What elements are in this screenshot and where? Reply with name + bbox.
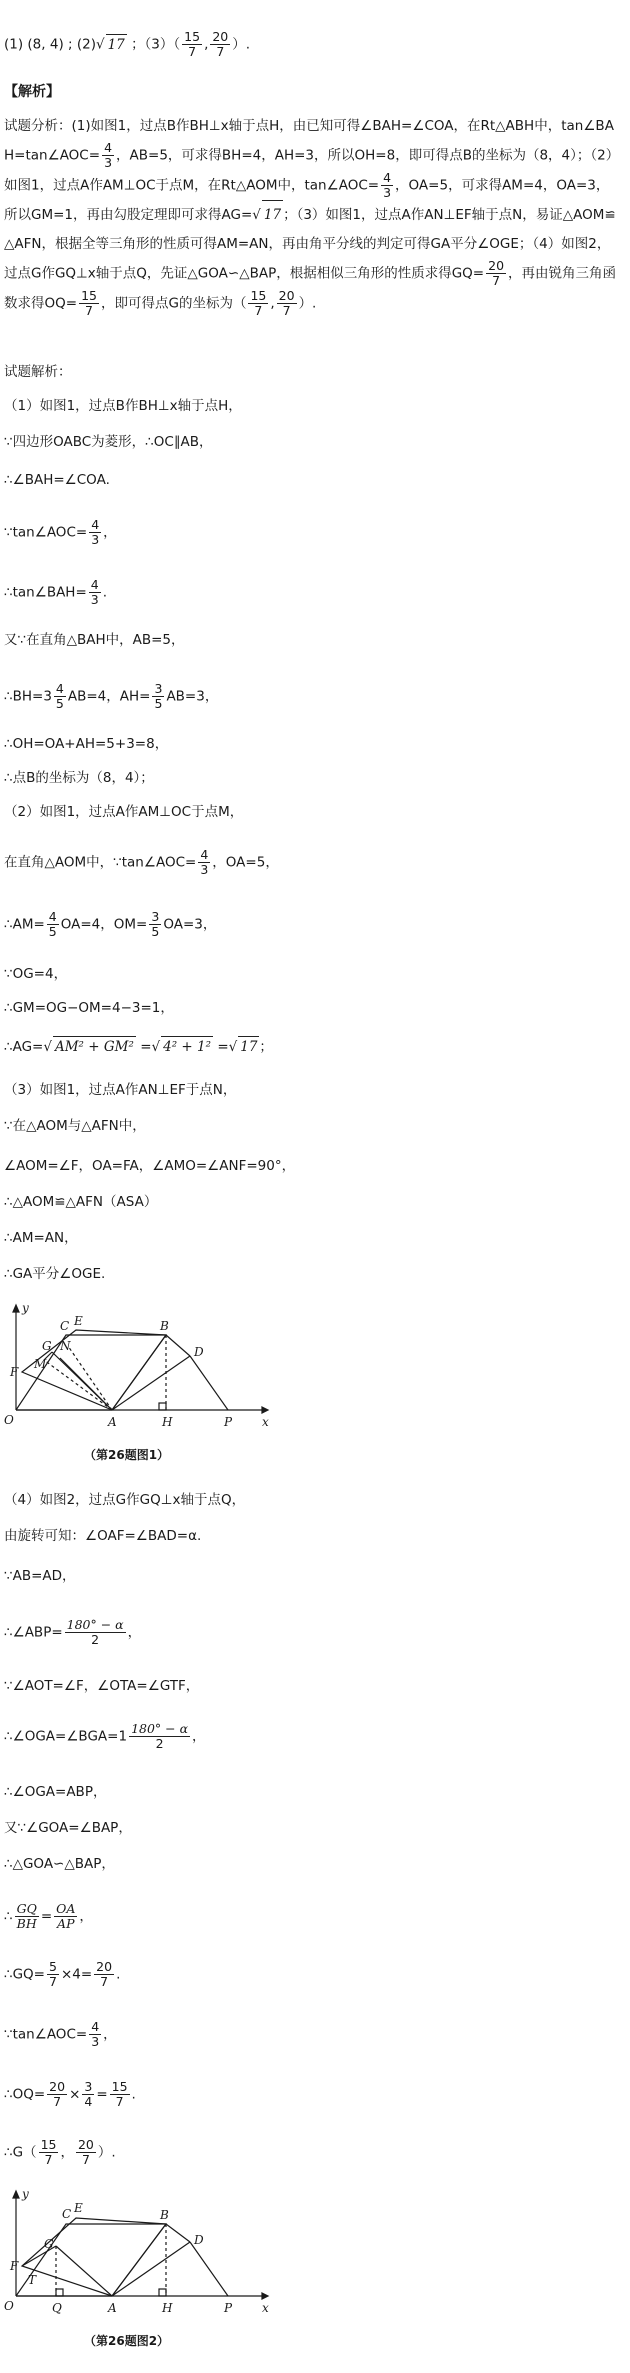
segment-bd — [166, 2224, 190, 2242]
sol-line-3: ∴∠BAH=∠COA. — [4, 472, 110, 488]
sol-line-35: ∴G（ $\frac{15}{7}$ ， $\frac{20}{7}$ ）. — [4, 2137, 116, 2167]
svg-text:D: D — [194, 2233, 204, 2247]
sol-line-11: 在直角△AOM中，∵tan∠AOC= $\frac{4}{3}$ ，OA=5， — [4, 847, 279, 877]
rhombus-oabc — [16, 1335, 166, 1410]
figure-1-diagram — [4, 1300, 274, 1440]
sol-line-31: ∴ $\frac{GQ}{BH}$ = $\frac{OA}{AP}$ ， — [4, 1901, 93, 1931]
segment-bd — [166, 1335, 190, 1356]
y-axis-arrow — [13, 1305, 19, 1312]
sol-line-23: 由旋转可知：∠OAF=∠BAD=α. — [4, 1528, 202, 1544]
svg-text:N: N — [60, 1339, 71, 1353]
svg-text:T: T — [28, 2273, 37, 2287]
figure-2 — [4, 2186, 274, 2348]
answer-sqrt: 17 — [106, 34, 127, 55]
sol-line-20: ∴AM=AN， — [4, 1230, 78, 1246]
sol-line-29: 又∵∠GOA=∠BAP， — [4, 1820, 132, 1836]
sol-line-5: ∴tan∠BAH= $\frac{4}{3}$ . — [4, 577, 108, 607]
sol-line-16: （3）如图1，过点A作AN⊥EF于点N， — [4, 1082, 237, 1098]
sol-line-10: （2）如图1，过点A作AM⊥OC于点M， — [4, 804, 244, 820]
sol-line-32: ∴GQ= $\frac{5}{7}$ ×4= $\frac{20}{7}$ . — [4, 1959, 121, 1989]
svg-text:M: M — [34, 1357, 47, 1371]
svg-text:F: F — [10, 1365, 19, 1379]
svg-text:A: A — [108, 1415, 117, 1429]
sol-line-9: ∴点B的坐标为（8，4）； — [4, 770, 154, 786]
sqrt-icon: √ — [95, 36, 105, 53]
figure-2-diagram — [4, 2186, 274, 2326]
sol-line-12: ∴AM= $\frac{4}{5}$ OA=4，OM= $\frac{3}{5}$ OA=3， — [4, 909, 217, 939]
segment-ad — [112, 2242, 190, 2296]
rhombus-oabc — [16, 2224, 166, 2296]
sol-line-1: （1）如图1，过点B作BH⊥x轴于点H， — [4, 398, 242, 414]
answer-part-4: ）. — [232, 36, 251, 53]
svg-text:H: H — [162, 1415, 173, 1429]
answer-part-1: (1) (8, 4) ; (2) — [4, 36, 96, 53]
sol-line-33: ∵tan∠AOC= $\frac{4}{3}$ ， — [4, 2019, 117, 2049]
svg-text:C: C — [62, 2207, 72, 2221]
figure-1 — [4, 1300, 274, 1462]
svg-text:D: D — [194, 1345, 204, 1359]
figure-2-caption: （第26题图2） — [84, 2334, 170, 2348]
svg-text:E: E — [74, 2201, 83, 2215]
svg-text:H: H — [162, 2301, 173, 2315]
solution-header: 试题解析： — [4, 364, 72, 380]
x-axis-arrow — [262, 1407, 268, 1413]
sol-line-4: ∵tan∠AOC= $\frac{4}{3}$ ， — [4, 517, 117, 547]
svg-text:O: O — [4, 2299, 14, 2313]
svg-text:G: G — [42, 1339, 52, 1353]
sol-line-2: ∵四边形OABC为菱形，∴OC∥AB， — [4, 434, 213, 450]
svg-text:C: C — [60, 1319, 70, 1333]
sol-line-28: ∴∠OGA=ABP， — [4, 1784, 107, 1800]
sol-line-27: ∴∠OGA=∠BGA=1 $\frac{180^\circ - \alpha}{2}$ ， — [4, 1721, 206, 1751]
sol-line-15: ∴AG=√ AM² + GM² =√ 4² + 1² =√ 17 ； — [4, 1036, 620, 1057]
svg-text:x: x — [262, 1415, 269, 1429]
sol-line-34: ∴OQ= $\frac{20}{7}$ × $\frac{3}{4}$ = $\frac{15}{7}$ . — [4, 2079, 136, 2109]
sol-line-26: ∵∠AOT=∠F，∠OTA=∠GTF， — [4, 1678, 200, 1694]
right-angle-h — [159, 1403, 166, 1410]
svg-text:F: F — [10, 2259, 19, 2273]
sol-line-19: ∴△AOM≌△AFN（ASA） — [4, 1194, 158, 1210]
sol-line-17: ∵在△AOM与△AFN中， — [4, 1118, 146, 1134]
answer-frac-1: $\frac{15}{7}$ — [184, 29, 201, 59]
sol-line-8: ∴OH=OA+AH=5+3=8， — [4, 736, 169, 752]
svg-text:O: O — [4, 1413, 14, 1427]
sol-line-30: ∴△GOA∽△BAP， — [4, 1856, 115, 1872]
sol-line-14: ∴GM=OG−OM=4−3=1， — [4, 1000, 174, 1016]
svg-text:A: A — [108, 2301, 117, 2315]
figure-1-caption: （第26题图1） — [84, 1448, 170, 1462]
sol-line-24: ∵AB=AD， — [4, 1568, 76, 1584]
svg-text:G: G — [44, 2237, 54, 2251]
svg-text:P: P — [224, 2301, 233, 2315]
segment-dp — [190, 1356, 228, 1410]
sol-line-13: ∵OG=4， — [4, 966, 68, 982]
sol-line-7: ∴BH=3 $\frac{4}{5}$ AB=4，AH= $\frac{3}{5}$ AB=3， — [4, 681, 219, 711]
answer-frac-2: $\frac{20}{7}$ — [212, 29, 229, 59]
sol-line-18: ∠AOM=∠F，OA=FA，∠AMO=∠ANF=90°， — [4, 1158, 296, 1174]
svg-text:B: B — [160, 1319, 169, 1333]
right-angle-h — [159, 2289, 166, 2296]
answer-part-3: ；（3）（ — [131, 36, 181, 53]
svg-text:y: y — [22, 2187, 29, 2201]
x-axis-arrow — [262, 2293, 268, 2299]
segment-ad — [112, 1356, 190, 1410]
segment-dp — [190, 2242, 228, 2296]
sol-line-21: ∴GA平分∠OGE. — [4, 1266, 106, 1282]
svg-text:Q: Q — [52, 2301, 62, 2315]
analysis-paragraph: 试题分析：(1)如图1，过点B作BH⊥x轴于点H，由已知可得∠BAH=∠COA，在Rt△ABH中，tan∠BAH=tan∠AOC= $\frac{4}{3}$ ，AB=5，可求得BH=4，AH=3，所以OH=8，即可得点B的坐标为（8，4）；（2）如图1，过点A作AM⊥OC于点M，在Rt△AOM中，tan∠AOC= $\frac{4}{3}$ ，OA=5，可求得AM=4，OA=3，所以GM=1，再由勾股定理即可求得AG=√ 17 ；（3）如图1，过点A作AN⊥EF轴于点N，易证△AOM≌△AFN，根据全等三角形的性质可得AM=AN，再由角平分线的判定可得GA平分∠OGE；（4）如图2，过点G作GQ⊥x轴于点Q，先证△GOA∽△BAP，根据相似三角形的性质求得GQ= $\frac{20}{7}$ ，再由锐角三角函数求得OQ= $\frac{15}{7}$ ，即可得点G的坐标为（ $\frac{15}{7}$ , $\frac{20}{7}$ ）. — [4, 118, 620, 318]
svg-text:y: y — [22, 1301, 29, 1315]
svg-text:E: E — [74, 1314, 83, 1328]
right-angle-q — [56, 2289, 63, 2296]
svg-text:B: B — [160, 2208, 169, 2222]
svg-text:P: P — [224, 1415, 233, 1429]
sol-line-25: ∴∠ABP= $\frac{180^\circ - \alpha}{2}$ ， — [4, 1617, 142, 1647]
sol-line-6: 又∵在直角△BAH中，AB=5， — [4, 632, 185, 648]
segment-ga — [56, 2246, 112, 2296]
svg-text:x: x — [262, 2301, 269, 2315]
answer-line: (1) (8, 4) ; (2)√ 17 ；（3）（ $\frac{15}{7}$ , $\frac{20}{7}$ ）. — [4, 29, 251, 59]
jiexi-header: 【解析】 — [4, 84, 60, 100]
sol-line-22: （4）如图2，过点G作GQ⊥x轴于点Q， — [4, 1492, 246, 1508]
y-axis-arrow — [13, 2191, 19, 2198]
